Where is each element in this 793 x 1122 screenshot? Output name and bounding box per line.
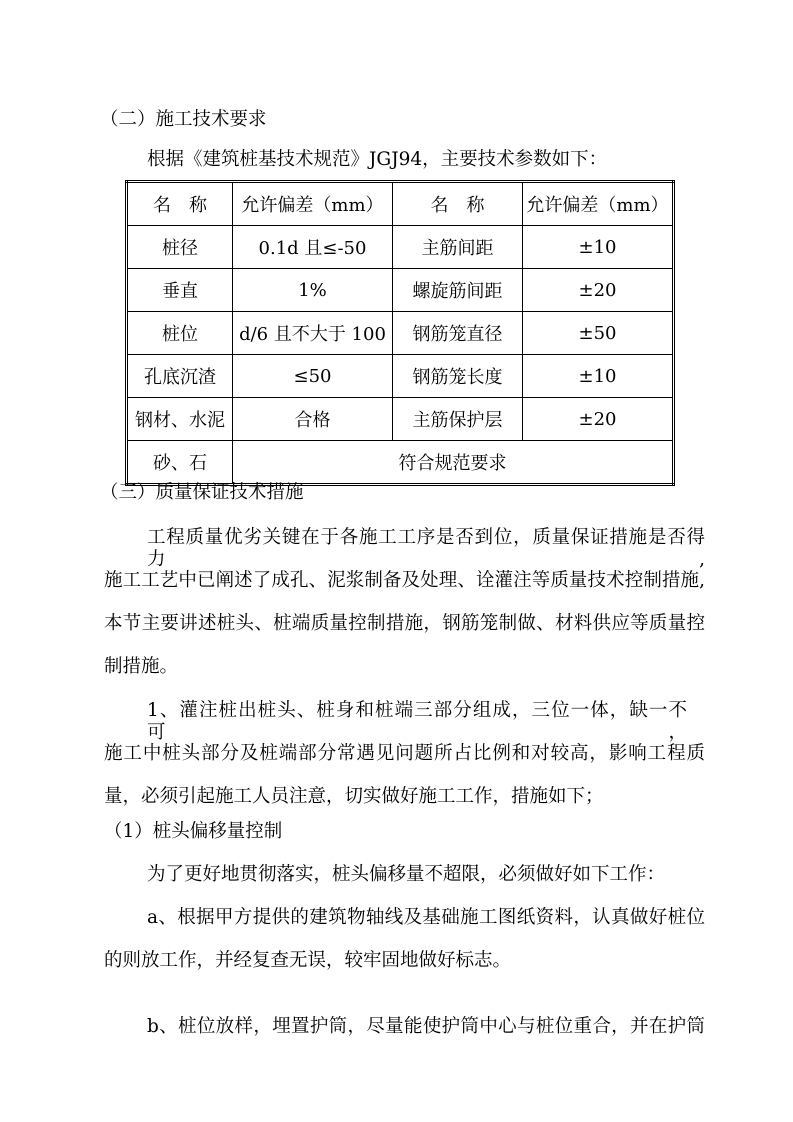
para1-line: 工程质量优劣关键在于各施工工序是否到位，质量保证措施是否得力,: [147, 527, 705, 570]
table-row: [127, 355, 674, 398]
table-cell: 桩位: [127, 312, 233, 355]
table-header-row: [127, 182, 674, 226]
table-cell: ±10: [523, 355, 674, 398]
para1-line: 施工工艺中已阐述了成孔、泥浆制备及处理、诠灌注等质量技术控制措施,: [104, 570, 705, 591]
para1-line: 本节主要讲述桩头、桩端质量控制措施，钢筋笼制做、材料供应等质量控: [104, 613, 705, 634]
table-cell: 1%: [233, 269, 393, 312]
table-cell: ≤50: [233, 355, 393, 398]
table-cell-merged: 符合规范要求: [233, 441, 674, 485]
table-cell: 螺旋筋间距: [393, 269, 523, 312]
table-cell: ±10: [523, 226, 674, 269]
table-cell: ±20: [523, 269, 674, 312]
para4-line: a、根据甲方提供的建筑物轴线及基础施工图纸资料，认真做好桩位: [147, 907, 705, 928]
header-cell: 名 称: [127, 182, 233, 226]
section3-heading: （三）质量保证技术措施: [100, 482, 304, 503]
tolerance-table: [125, 180, 675, 486]
table-cell: 钢筋笼长度: [393, 355, 523, 398]
table-row: [127, 226, 674, 269]
section2-heading: （二）施工技术要求: [100, 109, 267, 130]
table-cell: d/6 且不大于 100: [233, 312, 393, 355]
para1-line: 制措施。: [104, 656, 179, 677]
table-cell: 合格: [233, 398, 393, 441]
table-cell: 主筋保护层: [393, 398, 523, 441]
table-cell: 砂、石: [127, 441, 233, 485]
table-row: [127, 441, 674, 485]
para5-line: b、桩位放样，埋置护筒，尽量能使护筒中心与桩位重合，并在护筒: [147, 1016, 705, 1037]
table-cell: 钢筋笼直径: [393, 312, 523, 355]
para2-line: 施工中桩头部分及桩端部分常遇见问题所占比例和对较高，影响工程质: [104, 743, 705, 764]
table-cell: 0.1d 且≤-50: [233, 226, 393, 269]
header-cell: 允许偏差（mm）: [523, 182, 674, 226]
table-cell: ±20: [523, 398, 674, 441]
para2-line: 1、灌注桩出桩头、桩身和桩端三部分组成，三位一体，缺一不可，: [147, 700, 687, 743]
table-cell: 垂直: [127, 269, 233, 312]
para2-line: 量，必须引起施工人员注意，切实做好施工工作，措施如下；: [104, 786, 604, 807]
section2-intro: 根据《建筑桩基技术规范》JGJ94，主要技术参数如下：: [147, 149, 608, 170]
table-cell: ±50: [523, 312, 674, 355]
table-row: [127, 269, 674, 312]
table-cell: 孔底沉渣: [127, 355, 233, 398]
header-cell: 名 称: [393, 182, 523, 226]
header-cell: 允许偏差（mm）: [233, 182, 393, 226]
table-row: [127, 398, 674, 441]
para3: 为了更好地贯彻落实，桩头偏移量不超限，必须做好如下工作：: [147, 864, 666, 885]
table-row: [127, 312, 674, 355]
table-cell: 主筋间距: [393, 226, 523, 269]
para4-line: 的则放工作，并经复查无误，较牢固地做好标志。: [104, 950, 512, 971]
table-cell: 钢材、水泥: [127, 398, 233, 441]
table-cell: 桩径: [127, 226, 233, 269]
sub1-heading: （1）桩头偏移量控制: [104, 821, 283, 842]
